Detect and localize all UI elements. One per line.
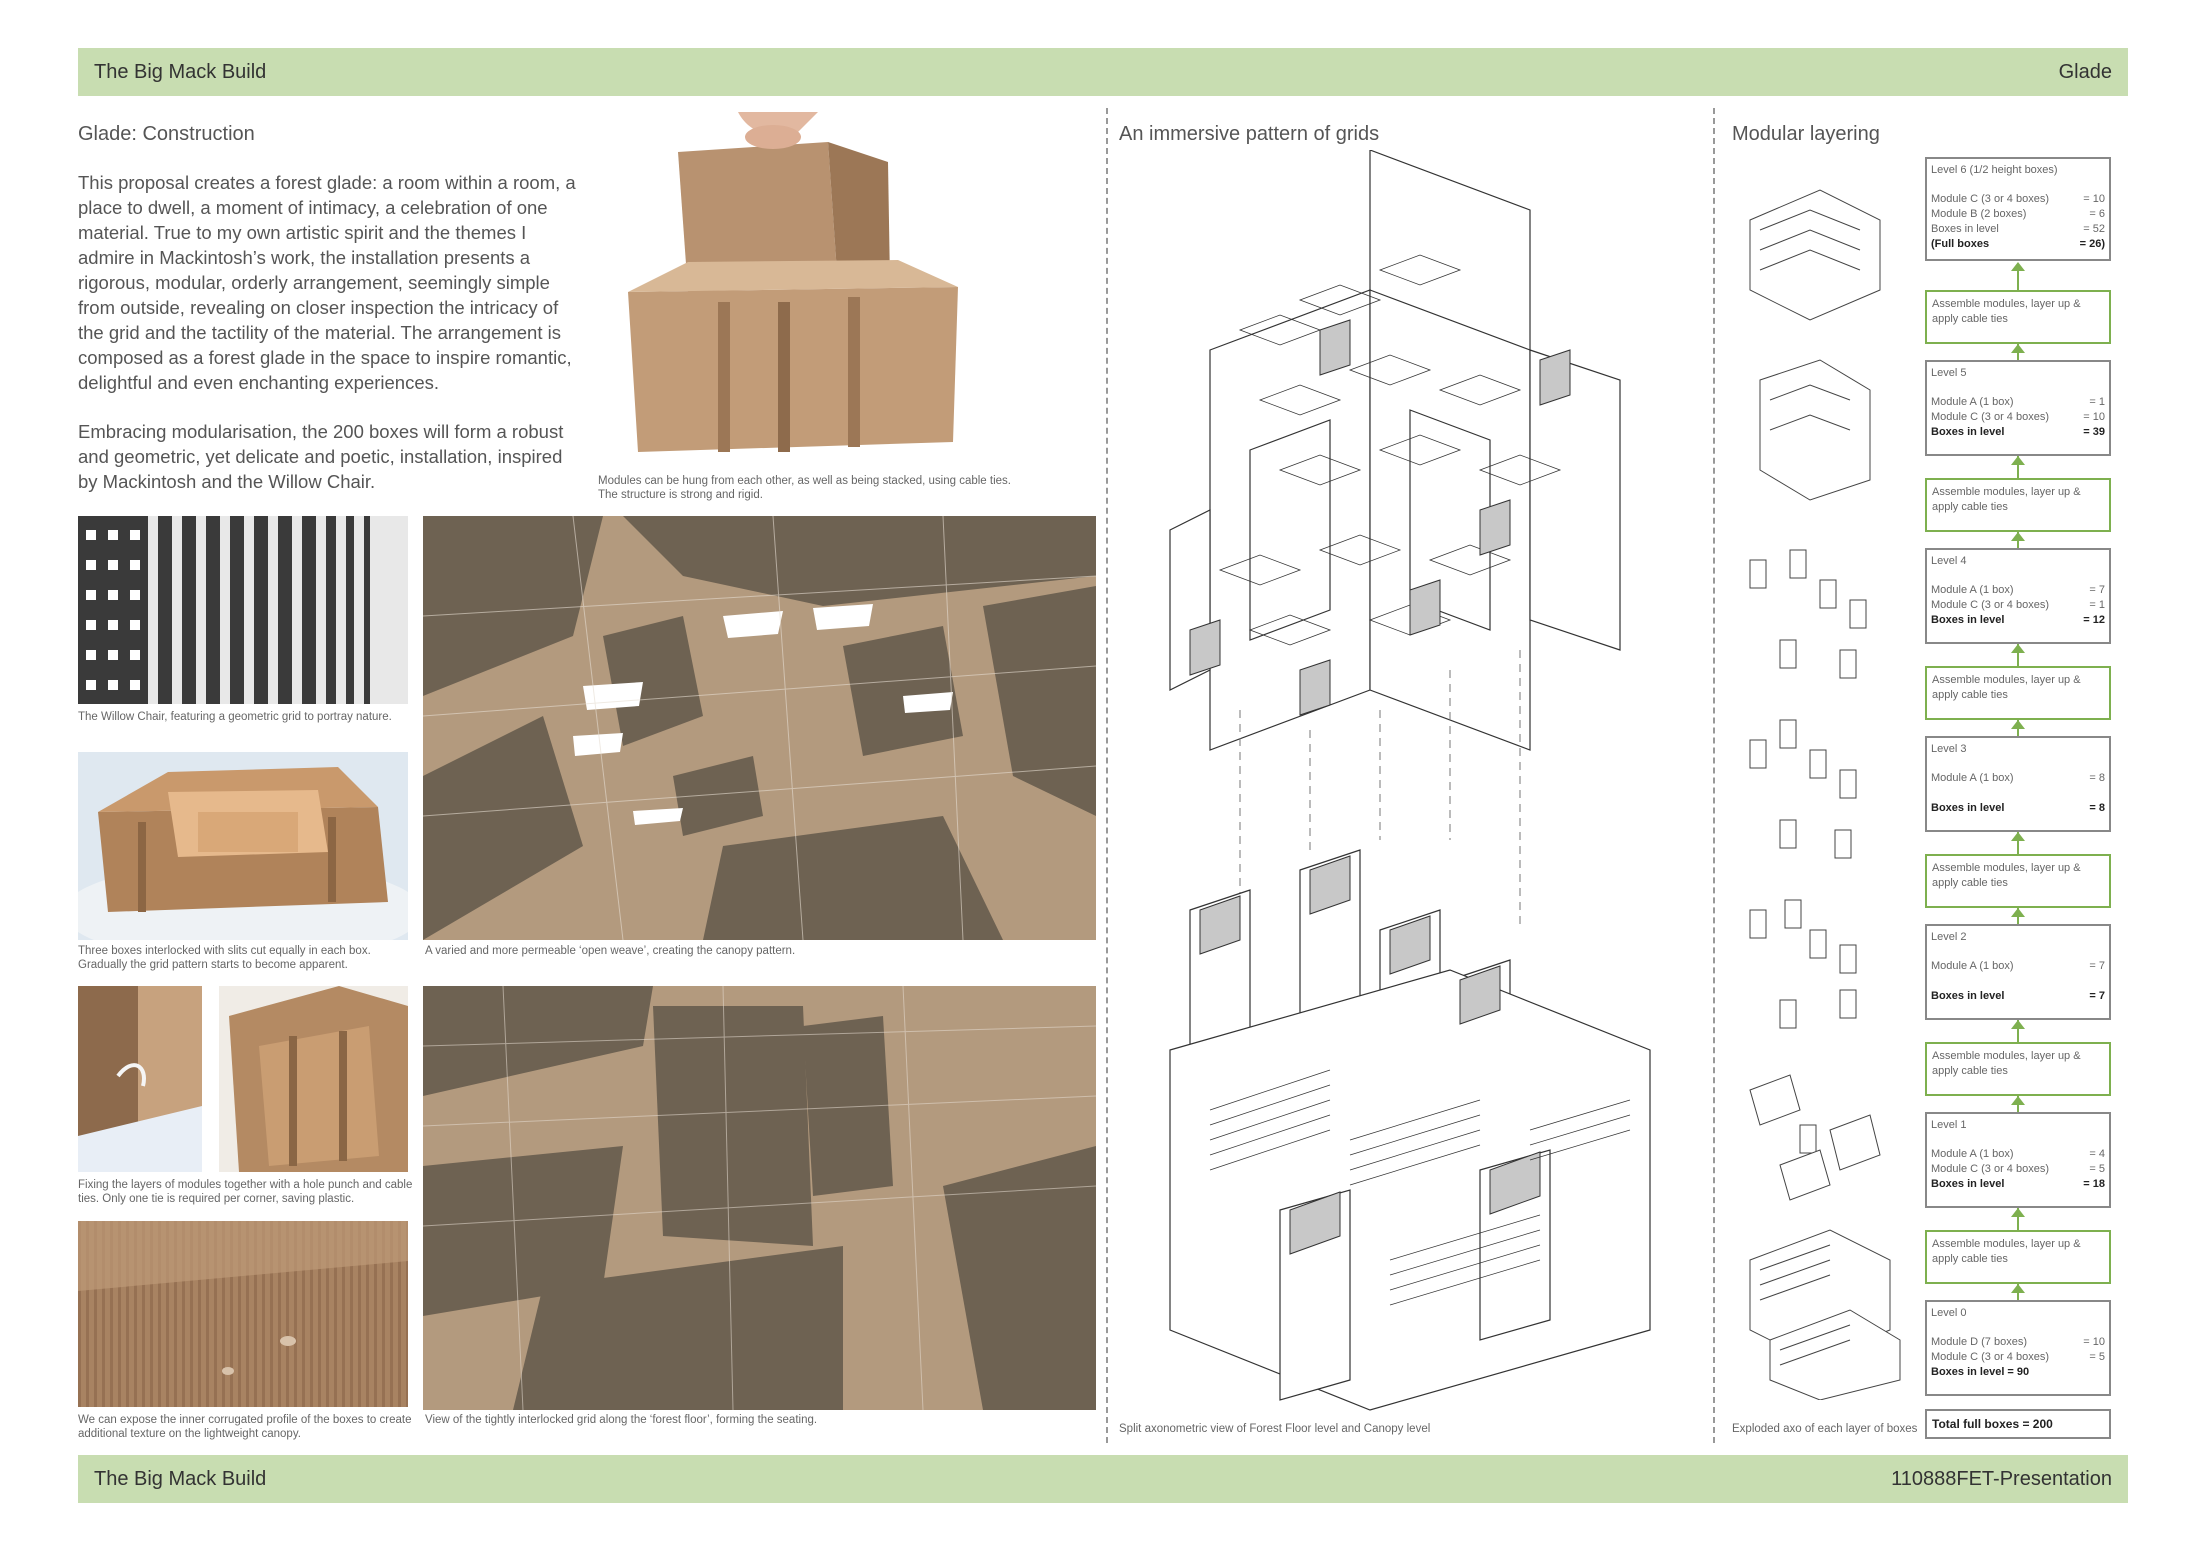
row-value: = 5 xyxy=(2089,1163,2105,1175)
level-name: Level 0 xyxy=(1931,1307,1967,1319)
level-3-box xyxy=(1925,736,2111,832)
column-divider-1 xyxy=(1106,108,1108,1443)
row-label: Boxes in level xyxy=(1931,426,2005,438)
level-0-box xyxy=(1925,1300,2111,1396)
header-section: Glade xyxy=(2058,60,2112,83)
footer-title: The Big Mack Build xyxy=(94,1467,267,1490)
row-value: = 8 xyxy=(2089,772,2105,784)
level-name: Level 5 xyxy=(1931,367,1967,379)
level-4-box xyxy=(1925,548,2111,644)
row-value: = 7 xyxy=(2089,990,2105,1002)
row-label: Boxes in level xyxy=(1931,614,2005,626)
construction-title: Glade: Construction xyxy=(78,123,255,145)
arrow-up-icon xyxy=(2011,1284,2025,1293)
forest-floor-caption: View of the tightly interlocked grid along the ‘forest floor’, forming the seating. xyxy=(425,1414,818,1426)
level-2-box xyxy=(1925,924,2111,1020)
level-name: Level 6 (1/2 height boxes) xyxy=(1931,164,2058,176)
row-value: = 4 xyxy=(2089,1148,2105,1160)
cable-tie-photo-right xyxy=(219,986,408,1172)
arrow-up-icon xyxy=(2011,720,2025,729)
split-axonometric-drawing xyxy=(1150,150,1680,1420)
row-value: = 1 xyxy=(2089,599,2105,611)
row-label: Module C (3 or 4 boxes) xyxy=(1931,599,2049,611)
row-value: = 39 xyxy=(2083,426,2105,438)
assemble-step-3: Assemble modules, layer up & apply cable ties xyxy=(1925,854,2111,908)
assemble-step-2: Assemble modules, layer up & apply cable ties xyxy=(1925,1042,2111,1096)
row-label: Module C (3 or 4 boxes) xyxy=(1931,411,2049,423)
row-value: = 10 xyxy=(2083,193,2105,205)
corrugated-caption: We can expose the inner corrugated profile of the boxes to create additional texture on the lightweight canopy. xyxy=(78,1414,412,1440)
canopy-caption: A varied and more permeable ‘open weave’, creating the canopy pattern. xyxy=(425,945,796,957)
interlocked-boxes-photo xyxy=(78,752,408,940)
arrow-up-icon xyxy=(2011,908,2025,917)
row-value: = 10 xyxy=(2083,1336,2105,1348)
exploded-axo-caption: Exploded axo of each layer of boxes xyxy=(1732,1423,1918,1435)
row-label: Boxes in level xyxy=(1931,1178,2005,1190)
exploded-layer-drawings xyxy=(1740,170,1910,1400)
column-divider-2 xyxy=(1713,108,1715,1443)
assemble-step-1: Assemble modules, layer up & apply cable ties xyxy=(1925,1230,2111,1284)
row-label: Module D (7 boxes) xyxy=(1931,1336,2027,1348)
assemble-step-6: Assemble modules, layer up & apply cable ties xyxy=(1925,290,2111,344)
cable-tie-caption: Fixing the layers of modules together with a hole punch and cable ties. Only one tie is required per corner, saving plastic. xyxy=(78,1179,413,1205)
row-label: Boxes in level xyxy=(1931,223,1999,235)
hand-box-caption: Modules can be hung from each other, as well as being stacked, using cable ties. The structure is strong and rigid. xyxy=(598,475,1011,501)
arrow-up-icon xyxy=(2011,1096,2025,1105)
hand-box-photo xyxy=(598,112,1000,470)
row-label: Module C (3 or 4 boxes) xyxy=(1931,1351,2049,1363)
header-title: The Big Mack Build xyxy=(94,60,267,83)
row-label: Module A (1 box) xyxy=(1931,1148,2014,1160)
split-axo-caption: Split axonometric view of Forest Floor level and Canopy level xyxy=(1119,1423,1431,1435)
row-label: Boxes in level xyxy=(1931,990,2005,1002)
row-label: Module A (1 box) xyxy=(1931,772,2014,784)
assemble-step-5: Assemble modules, layer up & apply cable ties xyxy=(1925,478,2111,532)
flow-arrow-line xyxy=(2017,270,2019,290)
forest-floor-render xyxy=(423,986,1096,1410)
level-6-box xyxy=(1925,157,2111,261)
row-label: Module A (1 box) xyxy=(1931,584,2014,596)
row-value: = 18 xyxy=(2083,1178,2105,1190)
arrow-up-icon xyxy=(2011,1020,2025,1029)
arrow-up-icon xyxy=(2011,1208,2025,1217)
arrow-up-icon xyxy=(2011,262,2025,271)
row-label: Module B (2 boxes) xyxy=(1931,208,2027,220)
row-label: Boxes in level = 90 xyxy=(1931,1366,2030,1378)
row-value: = 7 xyxy=(2089,584,2105,596)
arrow-up-icon xyxy=(2011,832,2025,841)
intro-paragraph-2: Embracing modularisation, the 200 boxes will form a robust and geometric, yet delicate and poetic, installation, inspired by Mackintosh and the Willow Chair. xyxy=(78,421,564,492)
corrugated-photo xyxy=(78,1221,408,1407)
assemble-step-4: Assemble modules, layer up & apply cable ties xyxy=(1925,666,2111,720)
arrow-up-icon xyxy=(2011,344,2025,353)
arrow-up-icon xyxy=(2011,456,2025,465)
level-name: Level 3 xyxy=(1931,743,1967,755)
row-value: = 8 xyxy=(2089,802,2105,814)
arrow-up-icon xyxy=(2011,532,2025,541)
row-value: = 52 xyxy=(2083,223,2105,235)
row-label: Module C (3 or 4 boxes) xyxy=(1931,193,2049,205)
row-label: Module C (3 or 4 boxes) xyxy=(1931,1163,2049,1175)
total-boxes: Total full boxes = 200 xyxy=(1925,1409,2111,1439)
row-label: Module A (1 box) xyxy=(1931,396,2014,408)
row-value: = 6 xyxy=(2089,208,2105,220)
footer-band xyxy=(78,1455,2128,1503)
row-value: = 5 xyxy=(2089,1351,2105,1363)
canopy-render xyxy=(423,516,1096,940)
row-value: = 26) xyxy=(2079,238,2105,250)
row-value: = 1 xyxy=(2089,396,2105,408)
cable-tie-photo-left xyxy=(78,986,202,1172)
willow-chair-caption: The Willow Chair, featuring a geometric grid to portray nature. xyxy=(78,711,392,723)
grids-title: An immersive pattern of grids xyxy=(1119,123,1380,145)
interlocked-boxes-caption: Three boxes interlocked with slits cut equally in each box. Gradually the grid pattern starts to become apparent. xyxy=(78,945,371,971)
level-name: Level 4 xyxy=(1931,555,1967,567)
level-5-box xyxy=(1925,360,2111,456)
footer-reference: 110888FET-Presentation xyxy=(1891,1467,2112,1490)
intro-text xyxy=(78,170,578,518)
level-name: Level 2 xyxy=(1931,931,1967,943)
row-value: = 7 xyxy=(2089,960,2105,972)
layering-title: Modular layering xyxy=(1732,123,1880,145)
willow-chair-photo xyxy=(78,516,408,704)
intro-paragraph-1: This proposal creates a forest glade: a room within a room, a place to dwell, a moment of intimacy, a celebration of one material. True to my own artistic spirit and the themes I admire in Mackintosh’s work, the installation presents a rigorous, modular, orderly arrangement, seemingly simple from outside, revealing on closer inspection the intricacy of the grid and the tactility of the material. The arrangement is composed as a forest glade in the space to inspire romantic, delightful and even enchanting experiences. xyxy=(78,172,576,393)
row-label: Boxes in level xyxy=(1931,802,2005,814)
row-value: = 10 xyxy=(2083,411,2105,423)
level-name: Level 1 xyxy=(1931,1119,1967,1131)
header-band xyxy=(78,48,2128,96)
row-value: = 12 xyxy=(2083,614,2105,626)
row-label: Module A (1 box) xyxy=(1931,960,2014,972)
row-label: (Full boxes xyxy=(1931,238,1990,250)
level-1-box xyxy=(1925,1112,2111,1208)
arrow-up-icon xyxy=(2011,644,2025,653)
